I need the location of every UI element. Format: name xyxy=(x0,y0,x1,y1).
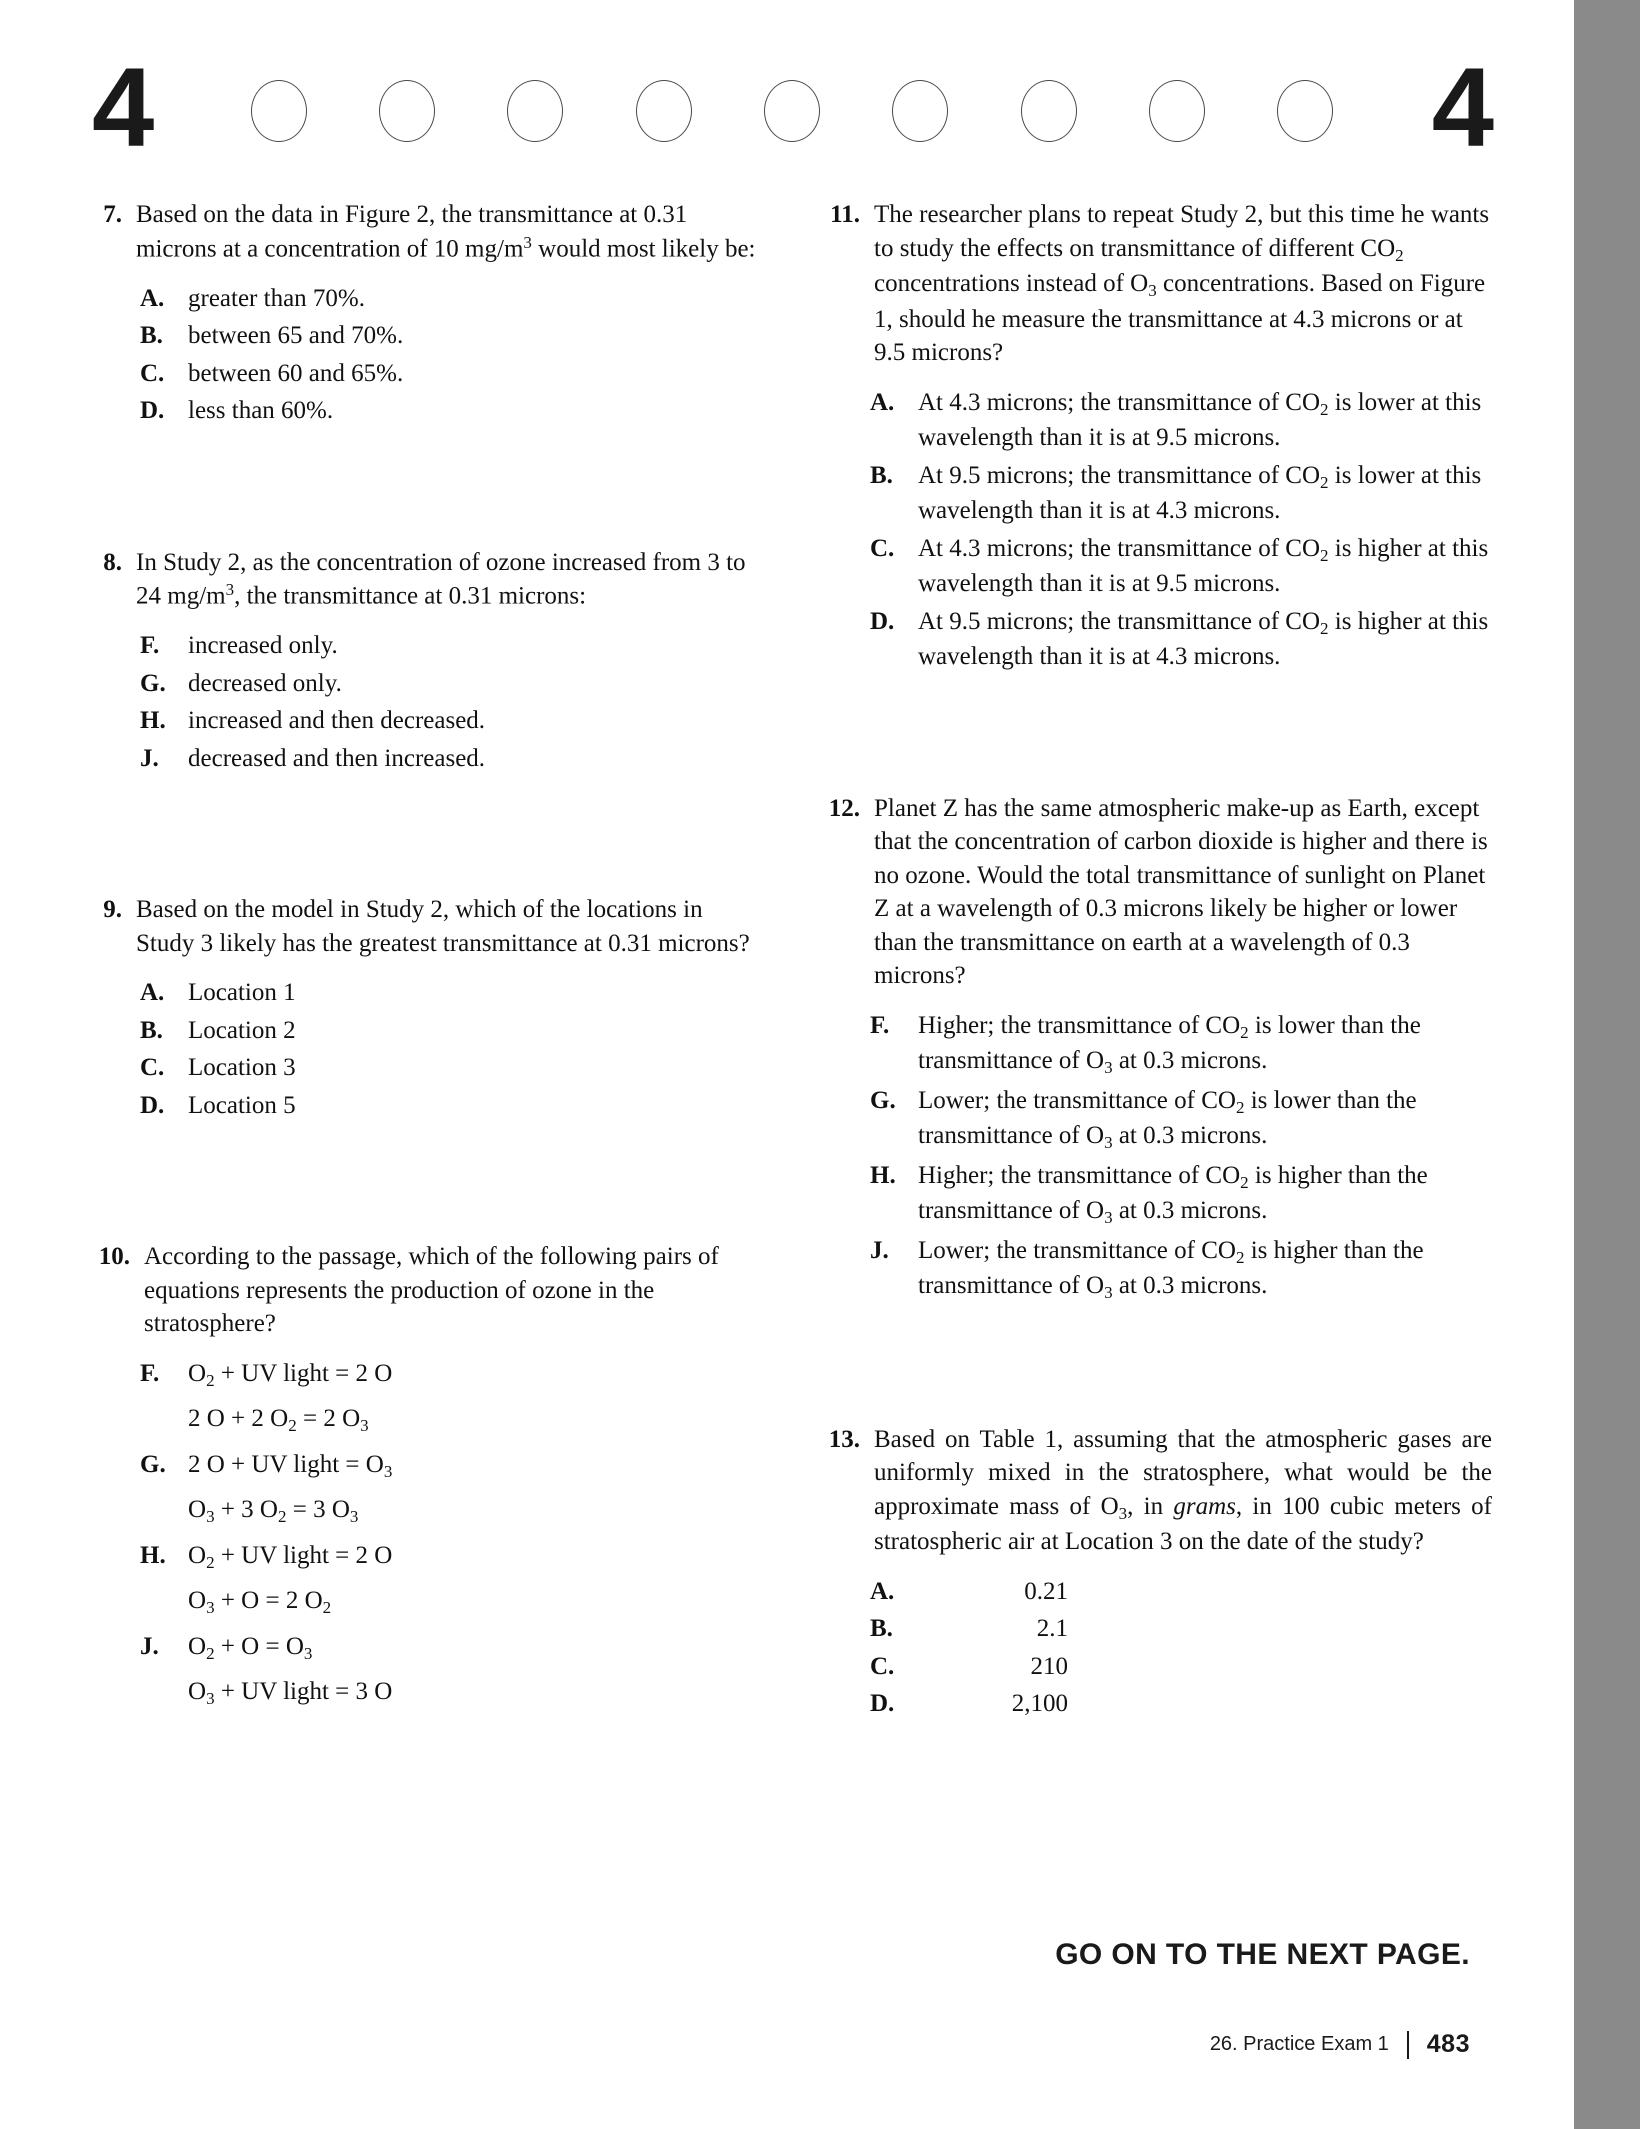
footer-chapter-label: 26. Practice Exam 1 xyxy=(1209,2033,1389,2055)
equation-line: 2 O + UV light = $O_3$ xyxy=(188,1450,393,1481)
choice-letter: J. xyxy=(140,1632,159,1660)
question-number: 13. xyxy=(828,1425,860,1453)
choice-text: 2.1 xyxy=(1036,1615,1068,1643)
choice-option[interactable] xyxy=(870,459,1492,528)
question-number: 9. xyxy=(103,896,122,923)
choice-letter: B. xyxy=(870,1615,893,1643)
choice-text xyxy=(188,1630,762,1711)
answer-bubble[interactable] xyxy=(764,80,820,142)
question-head xyxy=(92,893,762,960)
choice-text: Location 1 xyxy=(188,979,296,1006)
question-stem: According to the passage, which of the following pairs of equations represents the production of ozone in the stratosphere? xyxy=(144,1243,719,1337)
answer-bubble[interactable] xyxy=(892,80,948,142)
question-block xyxy=(92,198,762,428)
go-on-notice: GO ON TO THE NEXT PAGE. xyxy=(1055,1938,1470,1971)
choice-list xyxy=(822,1575,1492,1721)
choice-text: Higher; the transmittance of $CO_2$ is lower than the transmittance of $O_3$ at 0.3 microns. xyxy=(918,1011,1421,1077)
choice-option[interactable] xyxy=(870,532,1492,601)
choice-letter: H. xyxy=(140,1541,166,1569)
choice-option[interactable] xyxy=(140,319,762,353)
choice-letter: A. xyxy=(140,284,165,312)
choice-list xyxy=(92,629,762,775)
choice-text: Location 5 xyxy=(188,1091,296,1119)
choice-letter: H. xyxy=(140,707,166,734)
choice-letter: J. xyxy=(870,1236,889,1264)
choice-letter: A. xyxy=(140,979,165,1006)
section-number-left: 4 xyxy=(92,45,153,171)
choice-text: decreased only. xyxy=(188,669,342,697)
choice-text: 0.21 xyxy=(1024,1577,1068,1605)
right-column xyxy=(822,198,1492,1773)
choice-option[interactable] xyxy=(870,1234,1492,1305)
question-stem: Based on the model in Study 2, which of the locations in Study 3 likely has the greatest transmittance at 0.31 microns? xyxy=(136,896,750,957)
binding-strip xyxy=(1574,0,1640,2129)
equation-line: 2 O + 2 $O_2 = 2$ $O_3$ xyxy=(188,1405,369,1435)
answer-bubble[interactable] xyxy=(507,80,563,142)
question-head xyxy=(92,546,762,614)
choice-option[interactable] xyxy=(140,1014,762,1048)
choice-list xyxy=(92,282,762,428)
choice-option[interactable] xyxy=(140,282,762,316)
choice-letter: F. xyxy=(140,1359,160,1387)
choice-text: less than 60%. xyxy=(188,397,334,424)
equation-line: $O_3$ + UV light = 3 O xyxy=(188,1678,393,1708)
section-header xyxy=(92,45,1492,171)
choice-text: 2,100 xyxy=(1011,1690,1068,1718)
answer-bubble[interactable] xyxy=(251,80,307,142)
choice-list xyxy=(92,1357,762,1711)
choice-text: At 9.5 microns; the transmittance of $CO_2$ is lower at this wavelength than it is at 4.3 microns. xyxy=(918,461,1482,525)
choice-letter: G. xyxy=(140,669,166,697)
choice-text: Higher; the transmittance of $CO_2$ is higher than the transmittance of $O_3$ at 0.3 microns. xyxy=(918,1161,1428,1227)
question-stem: Planet Z has the same atmospheric make-up as Earth, except that the concentration of carbon dioxide is higher and there is no ozone. Would the total transmittance of sunlight on Planet Z at a wavelength of 0.3 microns likely be higher or lower than the transmittance on earth at a wavelength of 0.3 microns? xyxy=(874,794,1488,990)
question-block xyxy=(92,1240,762,1711)
choice-option[interactable] xyxy=(140,1630,762,1711)
choice-option[interactable] xyxy=(140,357,762,391)
equation-line: $O_3 + O = 2$ $O_2$ xyxy=(188,1587,332,1617)
choice-letter: A. xyxy=(870,1577,895,1605)
choice-option[interactable] xyxy=(140,394,762,428)
choice-text: between 65 and 70%. xyxy=(188,322,404,349)
choice-text xyxy=(188,1539,762,1620)
question-number: 12. xyxy=(828,794,860,822)
question-block xyxy=(822,1423,1492,1721)
choice-letter: C. xyxy=(870,1652,895,1680)
equation-line: $O_3 + 3$ $O_2 = 3$ $O_3$ xyxy=(188,1496,359,1526)
choice-text: increased and then decreased. xyxy=(188,707,486,734)
choice-text: greater than 70%. xyxy=(188,284,366,312)
choice-text: between 60 and 65%. xyxy=(188,359,404,387)
question-block xyxy=(822,198,1492,674)
page-footer xyxy=(1210,2030,1470,2059)
choice-text: Location 2 xyxy=(188,1016,296,1044)
question-number: 8. xyxy=(103,548,122,576)
question-head xyxy=(822,792,1492,993)
choice-option[interactable] xyxy=(870,605,1492,674)
choice-option[interactable] xyxy=(870,1687,1492,1721)
choice-option[interactable] xyxy=(870,1575,1492,1609)
equation-line: $O_2$ + UV light = 2 O xyxy=(188,1359,393,1390)
question-head xyxy=(92,1240,762,1341)
choice-letter: D. xyxy=(140,397,165,424)
question-block xyxy=(822,792,1492,1305)
choice-option[interactable] xyxy=(140,667,762,701)
choice-letter: G. xyxy=(870,1086,896,1114)
question-columns xyxy=(92,198,1492,1773)
equation-line: $O_2$ + UV light = 2 O xyxy=(188,1541,393,1572)
choice-option[interactable] xyxy=(140,976,762,1010)
question-head xyxy=(822,1423,1492,1559)
choice-text: At 4.3 microns; the transmittance of $CO_2$ is higher at this wavelength than it is at 9.5 microns. xyxy=(918,534,1489,598)
choice-option[interactable] xyxy=(870,1612,1492,1646)
question-head xyxy=(92,198,762,266)
choice-option[interactable] xyxy=(870,1084,1492,1155)
choice-option[interactable] xyxy=(140,1448,762,1529)
answer-bubble[interactable] xyxy=(1149,80,1205,142)
question-stem: The researcher plans to repeat Study 2, but this time he wants to study the effects on transmittance of different $CO_2$ concentrations instead of $O_3$ concentrations. Based on Figure 1, should he measure the transmittance at 4.3 microns or at 9.5 microns? xyxy=(874,201,1490,367)
question-number: 10. xyxy=(98,1243,130,1270)
question-stem: Based on Table 1, assuming that the atmospheric gases are uniformly mixed in the stratosphere, what would be the approximate mass of $O_3$, in grams, in 100 cubic meters of stratospheric air at Location 3 on the date of the study? xyxy=(874,1425,1492,1556)
choice-letter: C. xyxy=(140,1054,165,1081)
choice-letter: C. xyxy=(140,359,165,387)
answer-bubble[interactable] xyxy=(1021,80,1077,142)
answer-bubble[interactable] xyxy=(379,80,435,142)
choice-option[interactable] xyxy=(140,1357,762,1438)
footer-divider xyxy=(1407,2031,1409,2059)
question-head xyxy=(822,198,1492,370)
question-stem: Based on the data in Figure 2, the transmittance at 0.31 microns at a concentration of 10 $mg/m^3$ would most likely be: xyxy=(136,201,756,262)
choice-letter: G. xyxy=(140,1450,166,1478)
choice-option[interactable] xyxy=(140,742,762,776)
choice-letter: J. xyxy=(140,744,159,772)
choice-option[interactable] xyxy=(140,629,762,663)
choice-text xyxy=(188,1357,762,1438)
choice-option[interactable] xyxy=(870,1009,1492,1080)
choice-letter: F. xyxy=(870,1011,890,1039)
choice-list xyxy=(822,386,1492,674)
choice-option[interactable] xyxy=(870,386,1492,455)
choice-letter: A. xyxy=(870,388,895,416)
choice-option[interactable] xyxy=(870,1159,1492,1230)
choice-text xyxy=(188,1448,762,1529)
choice-text: increased only. xyxy=(188,632,338,659)
choice-letter: C. xyxy=(870,534,895,562)
choice-list xyxy=(92,976,762,1122)
choice-letter: D. xyxy=(870,607,895,635)
answer-bubble[interactable] xyxy=(1277,80,1333,142)
question-number: 11. xyxy=(830,201,860,228)
choice-text: Lower; the transmittance of $CO_2$ is higher than the transmittance of $O_3$ at 0.3 microns. xyxy=(918,1236,1424,1302)
choice-letter: B. xyxy=(870,461,893,489)
answer-bubble[interactable] xyxy=(636,80,692,142)
choice-text: Lower; the transmittance of $CO_2$ is lower than the transmittance of $O_3$ at 0.3 microns. xyxy=(918,1086,1417,1152)
section-number-right: 4 xyxy=(1431,45,1492,171)
choice-option[interactable] xyxy=(870,1650,1492,1684)
choice-letter: D. xyxy=(870,1690,895,1718)
choice-option[interactable] xyxy=(140,1051,762,1085)
choice-text: Location 3 xyxy=(188,1054,296,1081)
question-number: 7. xyxy=(103,201,122,228)
question-block xyxy=(92,893,762,1122)
question-stem: In Study 2, as the concentration of ozone increased from 3 to 24 $mg/m^3$, the transmittance at 0.31 microns: xyxy=(136,548,746,610)
choice-text: 210 xyxy=(1030,1652,1068,1680)
choice-option[interactable] xyxy=(140,1089,762,1123)
answer-bubble-row xyxy=(152,80,1431,142)
choice-text: At 9.5 microns; the transmittance of $CO_2$ is higher at this wavelength than it is at 4.3 microns. xyxy=(918,607,1489,671)
choice-text: At 4.3 microns; the transmittance of $CO_2$ is lower at this wavelength than it is at 9.5 microns. xyxy=(918,388,1482,452)
question-block xyxy=(92,546,762,776)
choice-letter: B. xyxy=(140,322,163,349)
choice-text: decreased and then increased. xyxy=(188,744,486,772)
choice-option[interactable] xyxy=(140,704,762,738)
choice-option[interactable] xyxy=(140,1539,762,1620)
choice-list xyxy=(822,1009,1492,1305)
choice-letter: F. xyxy=(140,632,160,659)
equation-line: $O_2 + O = O_3$ xyxy=(188,1632,313,1663)
choice-letter: H. xyxy=(870,1161,896,1189)
footer-page-number: 483 xyxy=(1426,2030,1470,2058)
choice-letter: B. xyxy=(140,1016,163,1044)
left-column xyxy=(92,198,762,1773)
choice-letter: D. xyxy=(140,1091,165,1119)
